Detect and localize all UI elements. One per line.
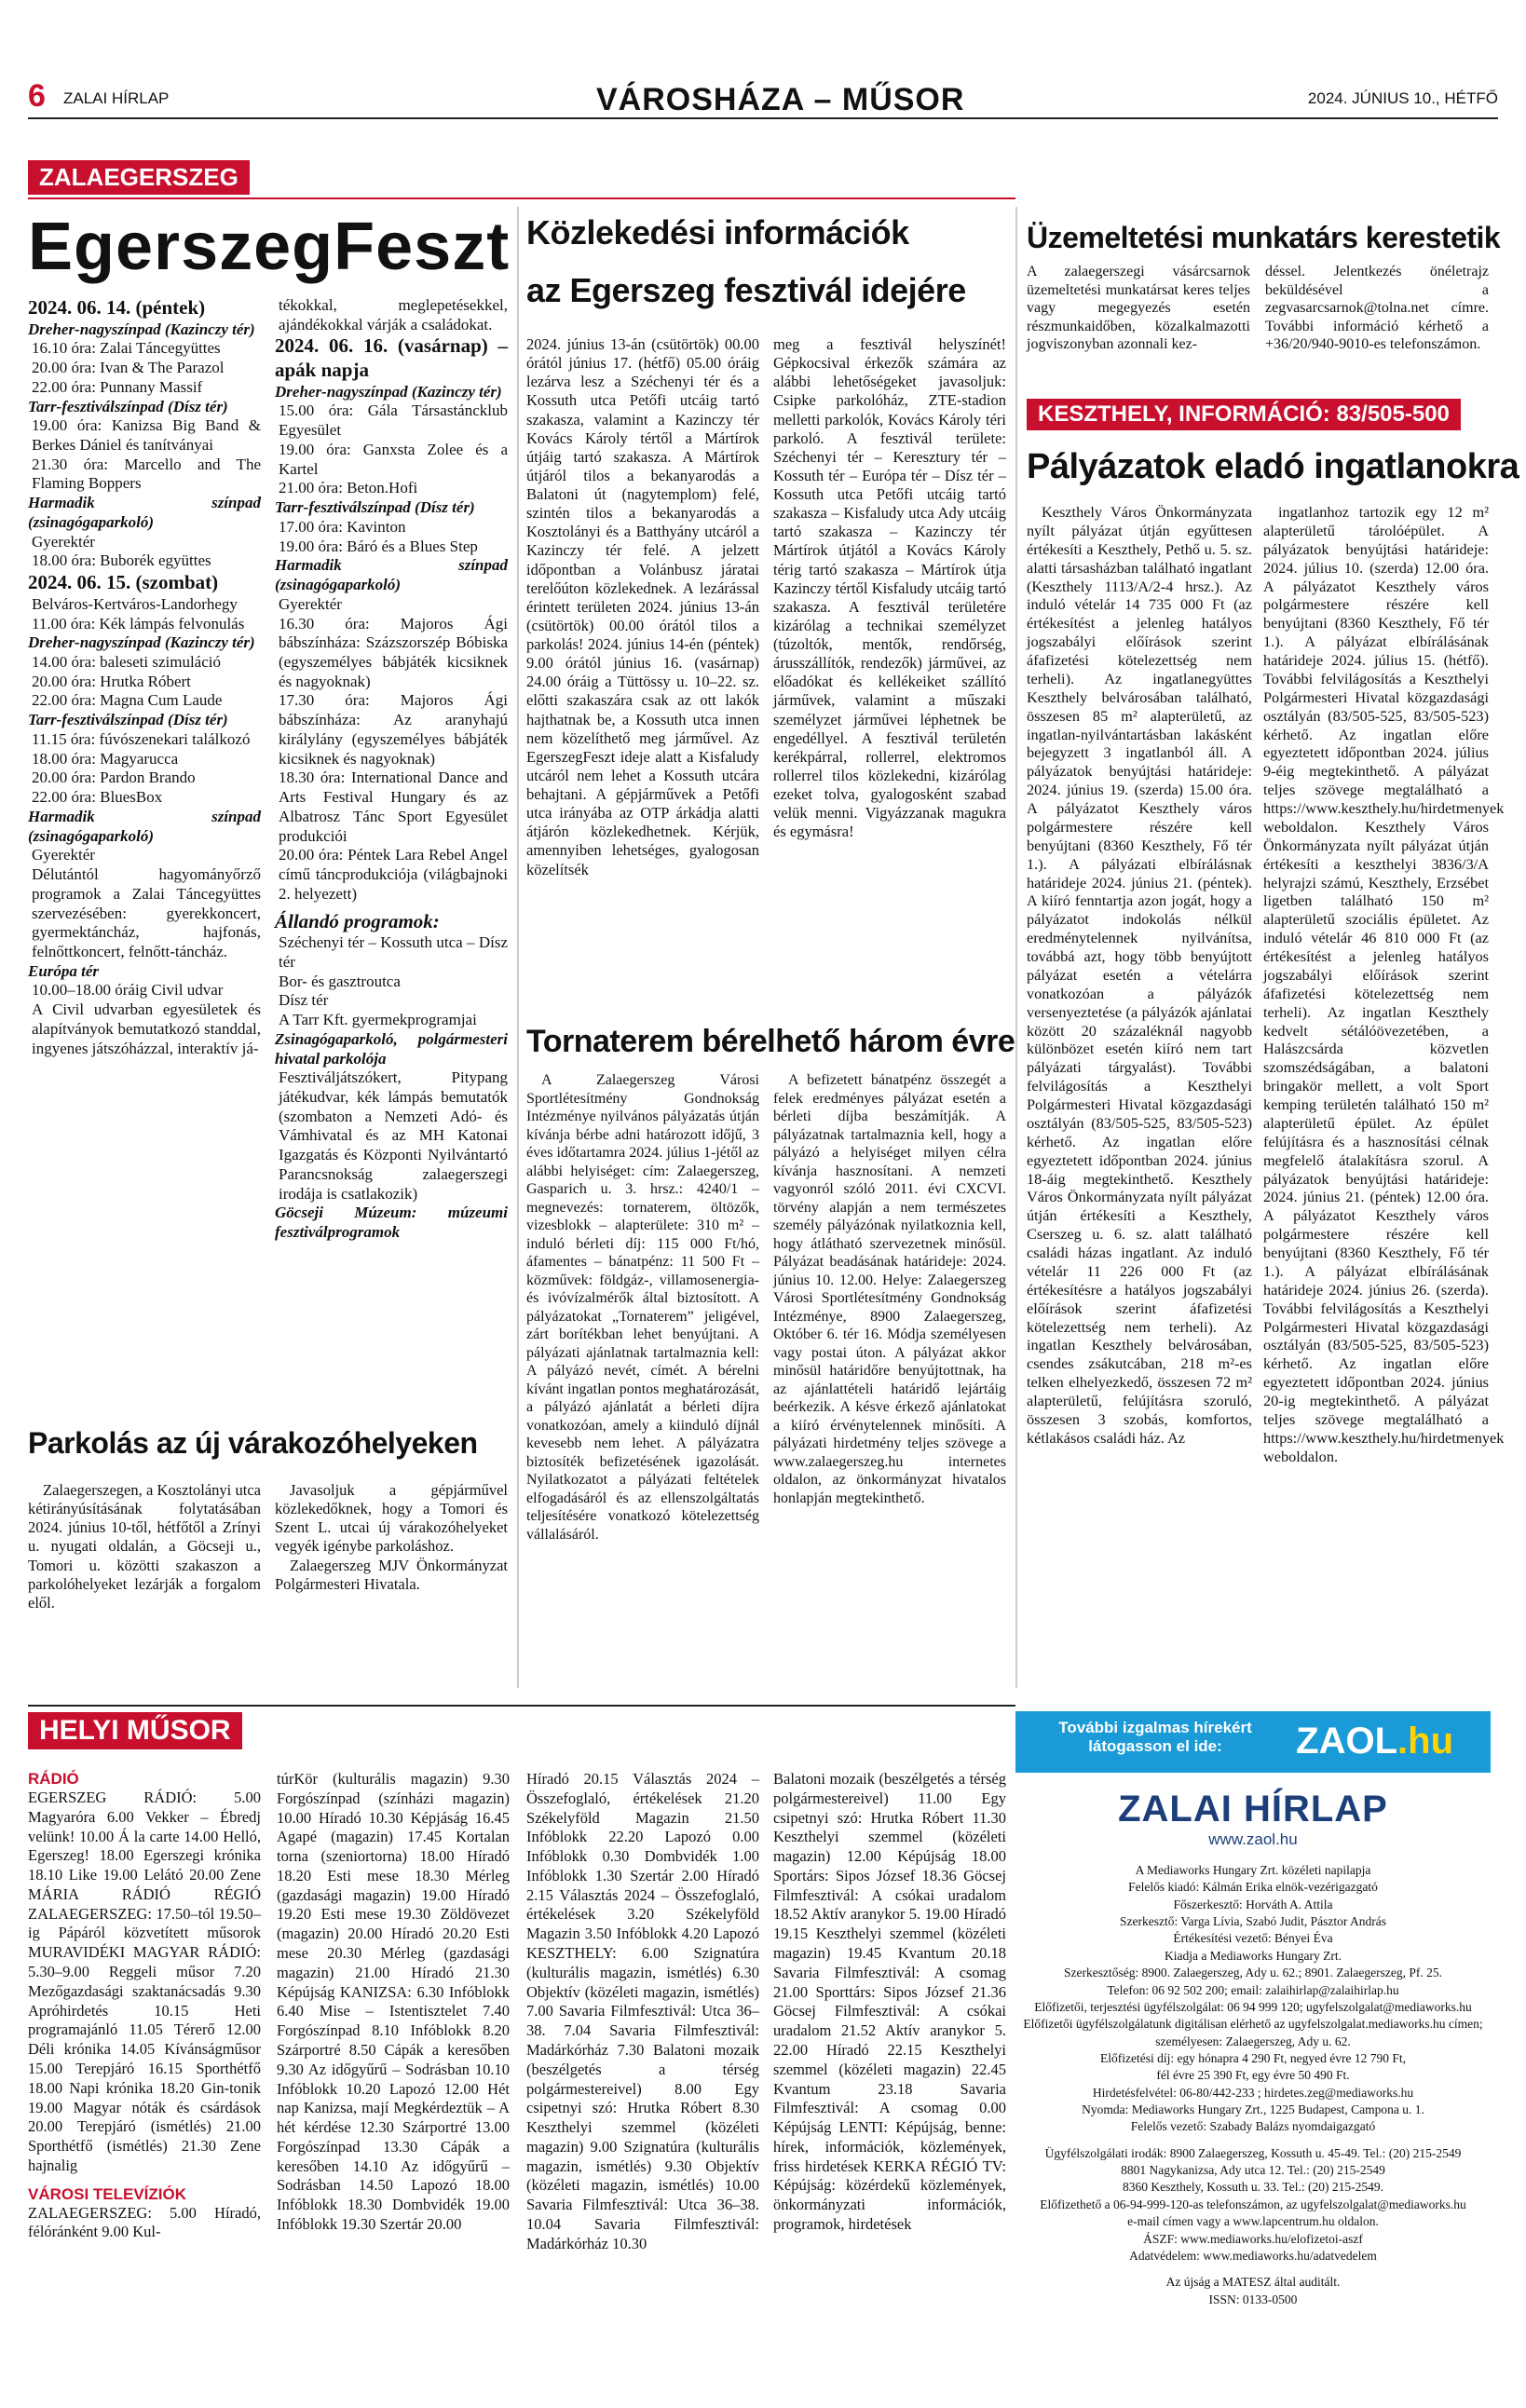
festival-item: 20.00 óra: Hrutka Róbert [32, 672, 191, 690]
festival-venue: Tarr-fesztiválszínpad (Dísz tér) [275, 498, 475, 517]
impressum-line: e-mail címen vagy a www.lapcentrum.hu oldalon. [1127, 2214, 1379, 2229]
parking-col1 [28, 1481, 261, 1612]
jobs-text-1: A zalaegerszegi vásárcsarnok üzemeltetési munkatársat keres teljes vagy megegyezés esetén részmunkaidőben, közalkalmazotti jogviszonyban azonnali kez- [1027, 264, 1250, 353]
radio-header: RÁDIÓ [28, 1770, 79, 1788]
column-divider [1015, 207, 1017, 1688]
festival-item: 22.00 óra: Punnany Massif [32, 377, 203, 396]
impressum-line: Hirdetésfelvétel: 06-80/442-233 ; hirdetes.zeg@mediaworks.hu [1092, 2085, 1414, 2100]
tv-listing-2: túrKör (kulturális magazin) 9.30 Forgószínpad (színházi magazin) 10.00 Híradó 10.30 Képjáság 16.45 Agapé (magazin) 17.45 Kortalan torna (szeniortorna) 18.00 Híradó 18.20 Esti mese 18.30 Mérleg (gazdasági magazin) 19.00 Híradó 19.20 Esti mese 19.30 Zöldövezet (magazin) 20.00 Híradó 20.20 Esti mese 20.30 Mérleg (gazdasági magazin) 21.00 Híradó 21.30 Képújság KANIZSA: 6.30 Infóblokk 6.40 Mise – Istentisztelet 7.40 Forgószínpad 8.10 Infóblokk 8.20 Szárportré 8.50 Cápák a keresőben 9.30 Az időgyűrű – Sodrásban 10.10 Infóblokk 10.20 Lapozó 12.00 Hét nap Kanizsa, mají Megkérdeztük – A hét kérdése 12.30 Szárportré 13.00 Forgószínpad 13.30 Cápák a keresőben 14.10 Az időgyűrű – Sodrásban 14.50 Lapozó 18.00 Infóblokk 18.30 Dombvidék 19.00 Infóblokk 19.30 Szertár 20.00 [277, 1770, 510, 2233]
festival-item: 18.00 óra: Magyarucca [32, 749, 179, 768]
banner-text: További izgalmas hírekért látogasson el ide: [1058, 1719, 1252, 1756]
festival-item: 19.00 óra: Kanizsa Big Band & Berkes Dániel és tanítványai [32, 416, 261, 455]
impressum-line: Előfizethető a 06-94-999-120-as telefonszámon, az ugyfelszolgalat@mediaworks.hu [1040, 2197, 1466, 2211]
impressum-line: fél évre 25 390 Ft, egy évre 50 490 Ft. [1156, 2068, 1350, 2083]
festival-item: 21.30 óra: Marcello and The Flaming Boppers [32, 455, 261, 493]
impressum-line [1015, 2136, 1491, 2145]
tv-listing-start: ZALAEGERSZEG: 5.00 Híradó, félóránként 9.00 Kul- [28, 2203, 261, 2241]
section-tag-zalaegerszeg: ZALAEGERSZEG [28, 160, 250, 195]
impressum-line: személyesen: Zalaegerszeg, Ady u. 62. [1155, 2034, 1351, 2048]
section-rule [28, 197, 1015, 199]
festival-day: 2024. 06. 16. (vasárnap) – apák napja [275, 334, 508, 382]
impressum-line [1015, 2265, 1491, 2274]
impressum-line: Értékesítési vezető: Bényei Éva [1173, 1931, 1333, 1946]
section-tag-keszthely: KESZTHELY, INFORMÁCIÓ: 83/505-500 [1027, 399, 1461, 430]
program-col1 [28, 1770, 261, 2242]
impressum-line: 8360 Keszthely, Kossuth u. 33. Tel.: (20) 215-2549. [1123, 2180, 1383, 2195]
parking-text-2: Javasoljuk a gépjárművel közlekedőknek, hogy a Tomori és Szent L. utcai új várakozóhelyeket vegyék igénybe parkoláshoz. [275, 1481, 508, 1556]
section-tag-helyi-musor: HELYI MŰSOR [28, 1712, 242, 1749]
zaol-brand: ZAOL [1296, 1721, 1398, 1762]
keszthely-text-1: Keszthely Város Önkormányzata nyílt pályázat útján egyűttesen értékesíti a Keszthely, Pethő u. 5. sz. alatti társasházban található ingatlant (Keszthely 1113/A/2-4 hrsz.). Az induló vételár 14 735 000 Ft (az értékesítést a jelenleg hatályos jogszabályi előírások szerint áfafizetési kötelezettség nem terheli). Az ingatlanegyüttes Keszthely belvárosában található, összesen 85 m² alapterületű, az ingatlan-nyilvántartásban lakásként bejegyzett 3 ingatlanból áll. A pályázatok benyújtási határideje: 2024. június 19. (szerda) 15.00 óra. A pályázatot Keszthely város polgármestere részére kell benyújtani (8360 Keszthely, Fő tér 1.). A pályázati elbírálásnak határideje 2024. június 21. (péntek). A kiíró fenntartja azon jogát, hogy a pályázatot indokolás nélkül eredménytelennek nyilvánítsa, továbbá azt, hogy több benyújtott pályázat esetén a vételárra vonatkozóan a pályázók versenyeztetése (a pályázók ajánlatai között 20 százaléknál nagyobb különbözet esetén kiíró nem tart pályázati tárgyalást). További felvilágosítás a Keszthelyi Polgármesteri Hivatal közgazdasági osztályán (83/505-525, 83/505-523) kérhető. Az ingatlan előre egyeztetett időpontban 2024. június 18-áig megtekinthető. Keszthely Város Önkormányzata nyílt pályázat útján értékesíti a Keszthely, Cserszeg u. 6. sz. alatt található családi házas ingatlant. Az induló vételár 11 226 000 Ft (az értékesítésre a hatályos jogszabályi előírások szerint áfafizetési kötelezettség nem terheli). Az ingatlan Keszthely belvárosában, csendes zsákutcában, 218 m²-es telken elhelyezkedő, összesen 72 m² alapterületű, felújításra szoruló, összesen 3 szobás, komfortos, kétlakásos családi ház. Az [1027, 503, 1252, 1447]
festival-item: 19.00 óra: Ganxsta Zolee és a Kartel [279, 440, 508, 478]
festival-venue: Dreher-nagyszínpad (Kazinczy tér) [28, 320, 255, 338]
impressum-line: Kiadja a Mediaworks Hungary Zrt. [1164, 1948, 1342, 1963]
traffic-text-2: meg a fesztivál helyszínét! Gépkocsival érkezők számára az alábbi lehetőségeket javasoljuk: Csipke parkolóház, ZTE-stadion melletti parkolók, Kovács Károly téri parkoló. A fesztivál területe: Széchenyi tér – Keresztury tér – Kossuth tér – Európa tér – Dísz tér – Kossuth utca Petőfi utcáig tartó szakasza – Kisfaludy utca Ady utcáig tartó szakasza – Kazinczy tér Mártírok útjától a Kovács Károly térig tartó szakasza – Mártírok útja Kazinczy tértől Kisfaludy utcáig tartó szakasza. A fesztivál területére kizárólag a technikai személyzet (túzoltók, mentők, rendőrség, árusszállítók, rendezők) járművei, az előadókat és kellékeiket szállító járművek, valamint a műszaki személyzet járművei léphetnek be engedéllyel. A fesztivál területén kerékpárral, rollerrel, elektromos rollerrel tilos közlekedni, kizárólag ezeket tolva, gyalogosként szabad velük menni. Vigyázzanak magukra és egymásra! [773, 335, 1006, 841]
festival-item: 11.00 óra: Kék lámpás felvonulás [32, 614, 245, 633]
festival-item: 18.30 óra: International Dance and Arts Festival Hungary és az Albatrosz Tánc Sport Egyesület produkciói [279, 769, 508, 845]
keszthely-col1 [1027, 503, 1252, 1448]
impressum-line: Felelős kiadó: Kálmán Erika elnök-vezérigazgató [1128, 1880, 1378, 1895]
keszthely-col2 [1263, 503, 1505, 1466]
zaol-logo [1296, 1721, 1453, 1762]
tornaterem-col2 [773, 1071, 1006, 1507]
impressum-line: Nyomda: Mediaworks Hungary Zrt., 1225 Budapest, Campona u. 1. [1082, 2102, 1424, 2117]
tornaterem-col1 [526, 1071, 759, 1544]
festival-item: Gyerektér [279, 594, 342, 613]
impressum-lines [1015, 1862, 1491, 2308]
program-col2 [277, 1770, 510, 2235]
festival-item: 17.30 óra: Majoros Ági bábszínháza: Az aranyhajú királylány (egyszemélyes bábjáték kicsiknek és nagyoknak) [279, 691, 508, 768]
festival-item: A Tarr Kft. gyermekprogramjai [279, 1011, 477, 1029]
parking-title: Parkolás az új várakozóhelyeken [28, 1426, 478, 1460]
traffic-title-line2: az Egerszeg fesztivál idejére [526, 271, 966, 309]
parking-signature: Zalaegerszeg MJV Önkormányzat Polgármesteri Hivatala. [275, 1556, 508, 1593]
festival-venue: Harmadik színpad (zsinagógaparkoló) [275, 556, 508, 594]
festival-subheading: Állandó programok: [275, 909, 440, 932]
festival-day: 2024. 06. 14. (péntek) [28, 296, 206, 319]
impressum-line: Adatvédelem: www.mediaworks.hu/adatvedelem [1129, 2248, 1377, 2263]
program-col3 [526, 1770, 759, 2254]
festival-item: Délutántól hagyományőrző programok a Zalai Táncegyüttes szervezésében: gyerekkoncert, gyermektáncház, hajfonás, felnőttkoncert, felnőtt-táncház. [32, 865, 261, 960]
keszthely-title: Pályázatok eladó ingatlanokra [1027, 447, 1519, 486]
festival-item: 16.30 óra: Majoros Ági bábszínháza: Százszorszép Bóbiska (egyszemélyes bábjáték kicsiknek és nagyoknak) [279, 614, 508, 690]
radio-listing: EGERSZEG RÁDIÓ: 5.00 Magyaróra 6.00 Vekker – Ébredj velünk! 10.00 Á la carte 14.00 Helló, Egerszeg! 18.00 Egerszegi krónika 18.10 Like 19.00 Lelátó 20.00 Zene MÁRIA RÁDIÓ RÉGIÓ ZALAEGERSZEG: 17.50–tól 19.50–ig Pápáról közvetített műsorok MURAVIDÉKI MAGYAR RÁDIÓ: 5.30–9.00 Reggeli műsor 7.20 Mezőgazdasági szaktanácsadás 9.30 Apróhirdetés 10.15 Heti programajánló 11.05 Térerő 12.00 Déli krónika 14.05 Kívánságműsor 15.00 Terepjáró 16.15 Sporthétfő 18.00 Napi krónika 18.20 Gin-tonik 19.00 Magyar nóták és csárdások 20.00 Terepjáró (ismétlés) 21.00 Sporthétfő (ismétlés) 21.30 Zene hajnalig [28, 1789, 261, 2174]
festival-item: 15.00 óra: Gála Társastáncklub Egyesület [279, 401, 508, 440]
festival-item: tékokkal, meglepetésekkel, ajándékokkal várják a családokat. [279, 296, 508, 333]
impressum-line: Szerkesztő: Varga Lívia, Szabó Judit, Pásztor András [1120, 1914, 1386, 1929]
festival-item: 16.10 óra: Zalai Táncegyüttes [32, 339, 221, 358]
impressum-line: ISSN: 0133-0500 [1208, 2292, 1298, 2306]
traffic-title-line1: Közlekedési információk [526, 213, 909, 252]
zalai-hirlap-logo: ZALAI HÍRLAP [1118, 1789, 1388, 1830]
impressum-line: 8801 Nagykanizsa, Ady utca 12. Tel.: (20) 215-2549 [1121, 2163, 1385, 2178]
egerszegfeszt-title: EgerszegFeszt [28, 210, 511, 284]
tornaterem-title: Tornaterem bérelhető három évre [526, 1024, 1015, 1059]
festival-venue: Harmadik színpad (zsinagógaparkoló) [28, 807, 261, 845]
keszthely-text-2: ingatlanhoz tartozik egy 12 m² alapterületű tárolóépület. A pályázatok benyújtási határideje: 2024. július 10. (szerda) 12.00 óra. A pályázatot Keszthely város polgármestere részére kell benyújtani (8360 Keszthely, Fő tér 1.). A pályázat elbírálásának határideje 2024. július 15. (hétfő). További felvilágosítás a Keszthelyi Polgármesteri Hivatal közgazdasági osztályán (83/505-525, 83/505-523) kérhető. Az ingatlan előre egyeztetett időpontban 2024. július 9-éig megtekinthető. A pályázat teljes szövege megtalálható a https://www.keszthely.hu/hirdetmenyek weboldalon. Keszthely Város Önkormányzata nyílt pályázat útján értékesíti a keszthelyi 3836/3/A helyrajzi számú, Keszthely, Erzsébet ligetben található 150 m² alapterületű szociális épületet. Az induló vételár 46 810 000 Ft (az értékesítést a jelenleg hatályos jogszabályi előírások szerint áfafizetési kötelezettség nem terheli). Az ingatlan Keszthely kedvelt sétálóövezetében, a Halászcsárda közvetlen szomszédságában, a balatoni bringakör mellett, a volt Sport kemping területén található 150 m² alapterületű épület. Az épület felújításra és a hasznosítási célnak megfelelő átalakításra szorul. A pályázatok benyújtási határideje: 2024. június 21. (péntek) 12.00 óra. A pályázatot Keszthely város polgármestere részére kell benyújtani (8360 Keszthely, Fő tér 1.). A pályázat elbírálásának határideje 2024. június 26. (szerda). További felvilágosítás a Keszthelyi Polgármesteri Hivatal közgazdasági osztályán (83/505-525, 83/505-523) kérhető. Az ingatlan előre egyeztetett időpontban 2024. június 20-ig megtekinthető. A pályázat teljes szövege megtalálható a https://www.keszthely.hu/hirdetmenyek weboldalon. [1263, 503, 1505, 1465]
impressum-line: Főszerkesztő: Horváth A. Attila [1173, 1897, 1333, 1911]
issue-date: 2024. JÚNIUS 10., HÉTFŐ [1307, 89, 1498, 107]
traffic-col2 [773, 335, 1006, 841]
parking-col2 [275, 1481, 508, 1594]
page-header [28, 78, 1498, 119]
festival-item: 10.00–18.00 óráig Civil udvar [32, 981, 224, 1000]
festival-item: Dísz tér [279, 991, 329, 1010]
tornaterem-text-1: A Zalaegerszeg Városi Sportlétesítmény Gondnokság Intézménye nyilvános pályázatás útján kívánja bérbe adni határozott időjű, 3 éves időtartamra 2024. július 1-jétől az alábbi helyiséget: cím: Zalaegerszeg, Gasparich u. 3. hrsz.: 4240/1 – megnevezés: tornaterem, öltözők, vizesblokk – alapterülete: 310 m² – induló bérleti díj: 115 000 Ft/hó, áfamentes – bánatpénz: 11 500 Ft – közművek: földgáz-, villamosenergia- és ivóvízalmérők által biztosított. A pályázatokat „Tornaterem” jeligével, zárt borítékban lehet benyújtani. A pályázati ajánlatnak tartalmaznia kell: A pályázó nevét, címét. A bérelni kívánt ingatlan pontos meghatározását, a pályázó ajánlatát a bérleti díjra vonatkozóan, amely a kiinduló díjnál kevesebb nem lehet. A pályázatra biztosíték befizetésének igazolását. Nyilatkozatot a pályázati feltételek elfogadásáról és az ellenszolgáltatás teljesítésére vonatkozó kötelezettség vállalásáról. [526, 1072, 759, 1543]
festival-item: Gyerektér [32, 846, 95, 864]
festival-venue: Európa tér [28, 961, 100, 980]
festival-item: Fesztiváljátszókert, Pitypang játékudvar, kék lámpás bemutatók (szombaton a Nemzeti Adó- és Vámhivatal és az MH Katonai Igazgatás és Központi Nyilvántartó Parancsnokság zalaegerszegi irodája is csatlakozik) [279, 1068, 508, 1203]
festival-venue: Dreher-nagyszínpad (Kazinczy tér) [275, 382, 502, 401]
zaol-suffix: .hu [1397, 1721, 1453, 1762]
festival-item: Bor- és gasztroutca [279, 972, 401, 990]
column-divider [517, 207, 519, 1688]
festival-item: 11.15 óra: fúvószenekari találkozó [32, 729, 251, 748]
festival-item: 19.00 óra: Báró és a Blues Step [279, 537, 478, 555]
festival-item: A Civil udvarban egyesületek és alapítványok bemutatkozó standdal, ingyenes játszóházzal, interaktív já- [32, 1000, 261, 1057]
parking-text-1: Zalaegerszegen, a Kosztolányi utca kétirányúsításának folytatásában 2024. június 10-től, hétfőtől a Zrínyi u. nyugati oldalán, a Göcseji u., Tomori u. közötti szakaszon a parkolóhelyeket lezárják a forgalom elől. [28, 1481, 261, 1612]
traffic-col1 [526, 335, 759, 879]
festival-item: 22.00 óra: Magna Cum Laude [32, 691, 223, 710]
festival-item: Széchenyi tér – Kossuth utca – Dísz tér [279, 933, 508, 971]
festival-venue: Zsinagógaparkoló, polgármesteri hivatal parkolója [275, 1029, 508, 1068]
zaol-banner[interactable] [1015, 1711, 1491, 1773]
festival-item: 22.00 óra: BluesBox [32, 788, 163, 807]
impressum-line: Ügyfélszolgálati irodák: 8900 Zalaegerszeg, Kossuth u. 45-49. Tel.: (20) 215-2549 [1044, 2145, 1462, 2160]
festival-venue: Harmadik színpad (zsinagógaparkoló) [28, 494, 261, 531]
festival-venue: Dreher-nagyszínpad (Kazinczy tér) [28, 633, 255, 652]
page-number: 6 [28, 78, 46, 114]
festival-item: 17.00 óra: Kavinton [279, 517, 406, 536]
jobs-col1 [1027, 263, 1250, 354]
egerszegfeszt-col2 [275, 296, 508, 1243]
impressum-line: Szerkesztőség: 8900. Zalaegerszeg, Ady u. 62.; 8901. Zalaegerszeg, Pf. 25. [1063, 1966, 1442, 1980]
impressum-line: Az újság a MATESZ által auditált. [1165, 2275, 1341, 2290]
impressum-line: Előfizetői ügyfélszolgálatunk digitálisan elérhető az ugyfelszolgalat.mediaworks.hu címen; [1023, 2017, 1483, 2032]
program-rule [28, 1705, 1015, 1707]
jobs-col2 [1265, 263, 1489, 354]
impressum-line: ÁSZF: www.mediaworks.hu/elofizetoi-aszf [1143, 2231, 1363, 2246]
festival-item: Gyerektér [32, 532, 95, 551]
impressum-line: Felelős vezető: Szabady Balázs nyomdaigazgató [1130, 2119, 1376, 2134]
festival-day: 2024. 06. 15. (szombat) [28, 571, 219, 594]
festival-item: 18.00 óra: Buborék együttes [32, 551, 211, 570]
publication-name: ZALAI HÍRLAP [63, 89, 170, 107]
impressum-line: Előfizetői, terjesztési ügyfélszolgálat: 06 94 999 120; ugyfelszolgalat@mediaworks.hu [1034, 1999, 1472, 2014]
tv-header: VÁROSI TELEVÍZIÓK [28, 2184, 187, 2203]
impressum [1015, 1789, 1491, 2308]
festival-venue: Tarr-fesztiválszínpad (Dísz tér) [28, 397, 228, 415]
festival-item: 20.00 óra: Péntek Lara Rebel Angel című táncprodukciója (világbajnoki 2. helyezett) [279, 846, 508, 903]
tornaterem-text-2: A befizetett bánatpénz összegét a felek eredményes pályázat esetén a bérleti díjba beszámítják. A pályázatnak tartalmaznia kell, hogy a pályázó a helyiséget milyen célra kívánja hasznosítani. A nemzeti vagyonról szóló 2011. évi CXCVI. törvény alapján a nem természetes személy pályázónak nyilatkoznia kell, hogy átlátható szervezetnek minősül. Pályázat beadásának határideje: 2024. június 10. 12.00. Helye: Zalaegerszeg Városi Sportlétesítmény Gondnokság Intézménye, 8900 Zalaegerszeg, Október 6. tér 16. Módja személyesen vagy postai úton. A pályázat akkor minősül határidőre benyújtottnak, ha az ajánlattételi határidő lejártáig beérkezik. A késve érkező ajánlatokat a kiíró érvénytelennek minősíti. A pályázati hirdetmény teljes szövege a www.zalaegerszeg.hu internetes oldalon, az önkormányzat hivatalos honlapján megtekinthető. [773, 1072, 1006, 1506]
festival-item: 21.00 óra: Beton.Hofi [279, 479, 418, 497]
impressum-url: www.zaol.hu [1208, 1830, 1298, 1848]
traffic-text-1: 2024. június 13-án (csütörtök) 00.00 órától június 17. (hétfő) 05.00 óráig lezárva lesz a Széchenyi tér és a Kossuth utca Petőfi utcáig tartó szakasza, valamint a Kazinczy tér Kovács Károly tértől a Mártírok útjáig tartó szakasza. A Mártírok útjáról tilos a bekanyarodás a Balatoni út (nagytemplom) felé, szintén tilos a bekanyarodás a Kosztolányi és a Batthyány utcáról a Kazinczy tér felé. A jelzett időpontban a Volánbusz járatai terelőúton közlekednek. A lezárással érintett területen 2024. június 13-án (csütörtök) 00.00 órától tilos a parkolás! 2024. június 14-én (péntek) 9.00 órától június 16. (vasárnap) 24.00 óráig a Tüttössy u. 10–22. sz. előtti szakaszára csak az ott lakók hajthatnak be, a Kossuth utca innen nem közelíthető meg járművel. Az EgerszegFeszt ideje alatt a Kisfaludy utcáról nem lehet a Kossuth utcára behajtani. A gépjárművek a Petőfi utca irányába az OTP árkádja alatti átjárón közlekedhetnek. Kérjük, amennyiben lehetséges, gyalogosan közelítsék [526, 335, 759, 878]
impressum-line: A Mediaworks Hungary Zrt. közéleti napilapja [1135, 1863, 1371, 1877]
festival-item: 14.00 óra: baleseti szimuláció [32, 652, 221, 671]
tv-listing-3: Híradó 20.15 Választás 2024 – Összefoglaló, értékelések 21.20 Székelyföld Magazin 21.50 Infóblokk 22.20 Lapozó 0.00 Infóblokk 0.30 Dombvidék 1.00 Infóblokk 1.30 Szertár 2.00 Híradó 2.15 Választás 2024 – Összefoglaló, értékelések 3.20 Székelyföld Magazin 3.50 Infóblokk 4.20 Lapozó KESZTHELY: 6.00 Szignatúra (kulturális magazin, ismétlés) 6.30 Objektív (közéleti magazin, ismétlés) 7.00 Savaria Filmfesztivál: Utca 36–38. 7.04 Savaria Filmfesztivál: Madárkórház 7.30 Balatoni mozaik (beszélgetés a térség polgármestereivel) 8.00 Egy csipetnyi szó: Hrutka Róbert 8.30 Keszthelyi szemmel (közéleti magazin) 9.00 Szignatúra (kulturális magazin, ismétlés) 9.30 Objektív (közéleti magazin, ismétlés) 10.00 Savaria Filmfesztivál: Utca 36–38. 10.04 Savaria Filmfesztivál: Madárkórház 10.30 [526, 1770, 759, 2252]
impressum-line: Előfizetési díj: egy hónapra 4 290 Ft, negyed évre 12 790 Ft, [1099, 2050, 1407, 2065]
section-title: VÁROSHÁZA – MŰSOR [596, 82, 965, 117]
program-col4 [773, 1770, 1006, 2235]
egerszegfeszt-col1 [28, 296, 261, 1058]
jobs-title: Üzemeltetési munkatárs kerestetik [1027, 221, 1501, 254]
tv-listing-4: Balatoni mozaik (beszélgetés a térség polgármestereivel) 11.00 Egy csipetnyi szó: Hrutka Róbert 11.30 Keszthelyi szemmel (közéleti magazin) 12.00 Képújság 18.00 Sportárs: Sipos József 18.36 Göcsej Filmfesztivál: A csókai uradalom 18.52 Aktív aranykor 5. 19.00 Híradó 19.15 Keszthelyi szemmel (közéleti magazin) 19.45 Kvantum 20.18 Savaria Filmfesztivál: A csomag 21.00 Sporttárs: Sipos József 21.36 Göcsej Filmfesztivál: A csókai uradalom 21.52 Aktív aranykor 5. 22.00 Híradó 22.15 Keszthelyi szemmel (közéleti magazin) 22.45 Kvantum 23.18 Savaria Filmfesztivál: A csomag 0.00 Képújság LENTI: Képújság, benne: hírek, információk, közlemények, friss hirdetések KERKA RÉGIÓ TV: Képújság: közérdekű közlemények, önkormányzati információk, programok, hirdetések [773, 1770, 1006, 2233]
festival-item: 20.00 óra: Ivan & The Parazol [32, 359, 225, 377]
festival-venue: Göcseji Múzeum: múzeumi fesztiválprogramok [275, 1204, 508, 1242]
festival-venue: Tarr-fesztiválszínpad (Dísz tér) [28, 711, 228, 729]
impressum-line: Telefon: 06 92 502 200; email: zalaihirlap@zalaihirlap.hu [1107, 1982, 1399, 1997]
jobs-text-2: déssel. Jelentkezés önéletrajz beküldésével a zegvasarcsarnok@tolna.net címre. További információ kérhető a +36/20/940-9010-es telefonszámon. [1265, 264, 1489, 353]
festival-item: 20.00 óra: Pardon Brando [32, 769, 196, 787]
festival-item: Belváros-Kertváros-Landorhegy [32, 594, 238, 613]
